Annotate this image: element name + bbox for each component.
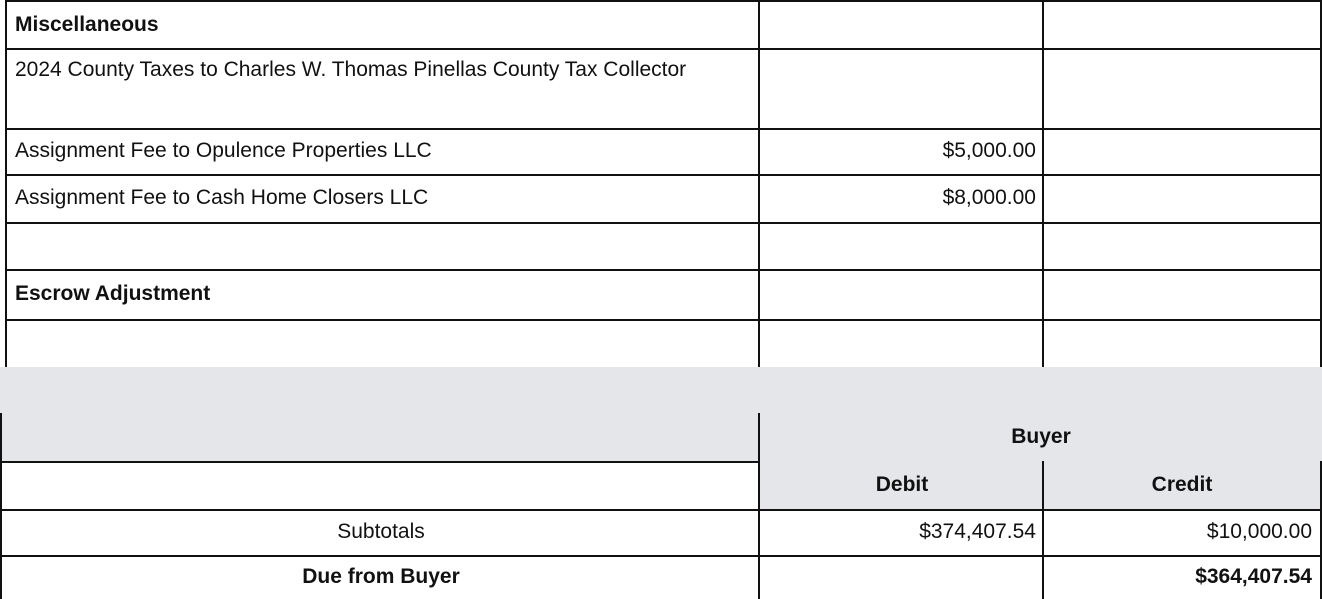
summary-blank-subheader	[0, 461, 760, 511]
due-credit: $364,407.54	[1042, 555, 1322, 599]
row-description	[5, 319, 760, 369]
subtotals-debit: $374,407.54	[758, 509, 1044, 557]
misc-heading-debit	[758, 0, 1044, 50]
row-debit	[758, 48, 1044, 130]
table-row	[0, 128, 1322, 176]
section-separator	[0, 367, 1322, 415]
row-credit	[1042, 319, 1322, 369]
escrow-heading: Escrow Adjustment	[5, 269, 760, 321]
escrow-heading-debit	[758, 269, 1044, 321]
row-debit	[758, 222, 1044, 271]
subtotals-row	[0, 509, 1322, 557]
row-description: Assignment Fee to Opulence Properties LLC	[5, 128, 760, 176]
due-label: Due from Buyer	[0, 555, 760, 599]
misc-heading-credit	[1042, 0, 1322, 50]
summary-party-row	[0, 413, 1322, 463]
summary-blank-header	[0, 413, 760, 463]
row-debit: $8,000.00	[758, 174, 1044, 224]
misc-heading: Miscellaneous	[5, 0, 760, 50]
row-credit	[1042, 222, 1322, 271]
escrow-heading-credit	[1042, 269, 1322, 321]
summary-column-header-row	[0, 461, 1322, 511]
table-row	[0, 48, 1322, 130]
row-debit: $5,000.00	[758, 128, 1044, 176]
row-description: 2024 County Taxes to Charles W. Thomas Pinellas County Tax Collector	[5, 48, 760, 130]
credit-header: Credit	[1042, 461, 1322, 511]
row-description: Assignment Fee to Cash Home Closers LLC	[5, 174, 760, 224]
debit-header: Debit	[758, 461, 1044, 511]
row-credit	[1042, 48, 1322, 130]
misc-heading-row	[0, 0, 1322, 50]
table-row	[0, 222, 1322, 271]
table-row	[0, 319, 1322, 369]
row-description	[5, 222, 760, 271]
subtotals-label: Subtotals	[0, 509, 760, 557]
subtotals-credit: $10,000.00	[1042, 509, 1322, 557]
escrow-heading-row	[0, 269, 1322, 321]
row-debit	[758, 319, 1044, 369]
row-credit	[1042, 128, 1322, 176]
due-from-buyer-row	[0, 555, 1322, 599]
due-debit	[758, 555, 1044, 599]
table-row	[0, 174, 1322, 224]
row-credit	[1042, 174, 1322, 224]
buyer-header: Buyer	[758, 413, 1322, 463]
